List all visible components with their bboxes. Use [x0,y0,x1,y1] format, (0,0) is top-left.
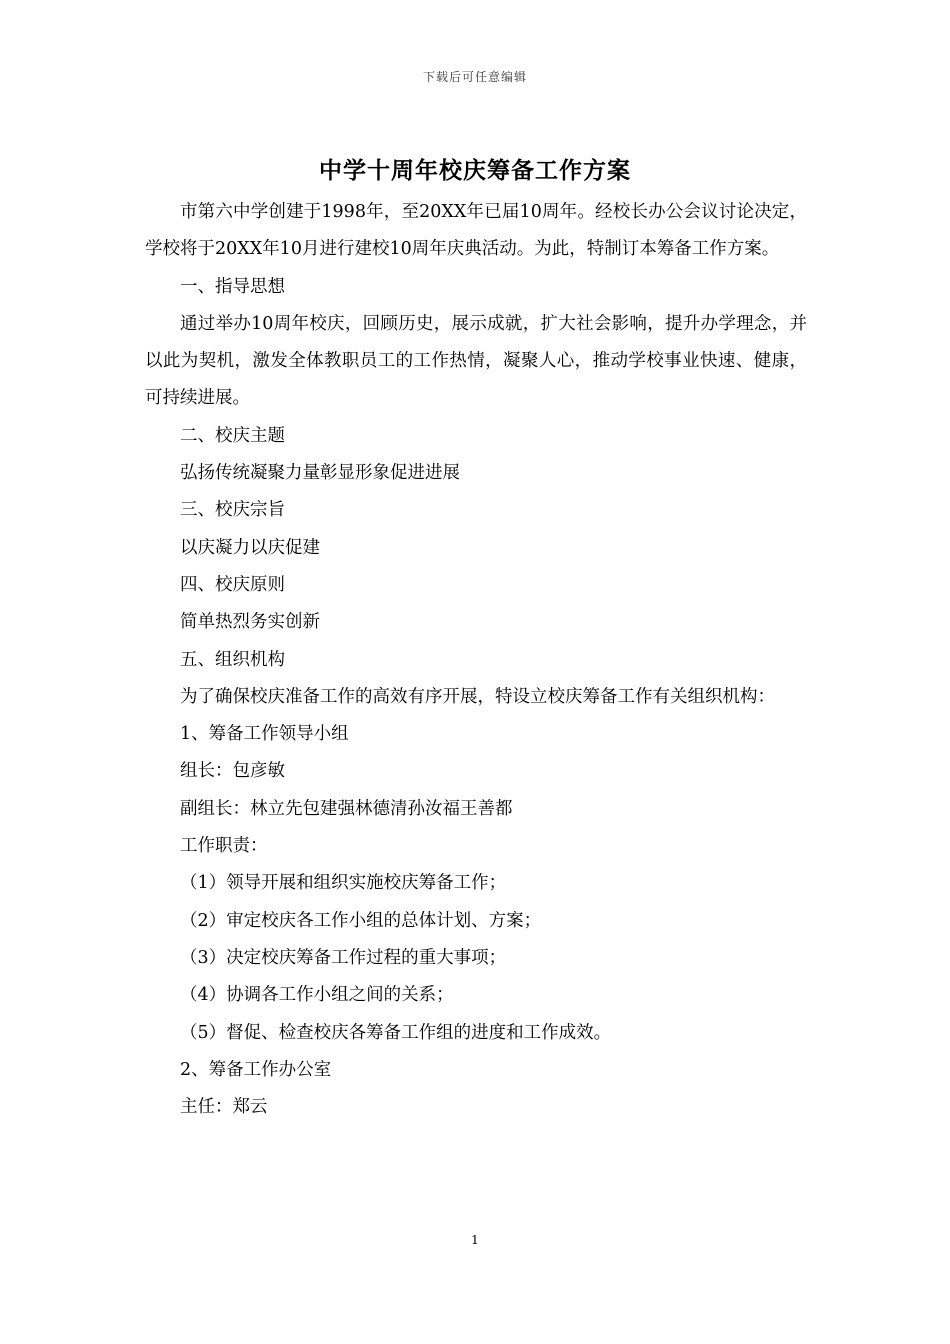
duties-heading: 工作职责： [180,836,268,857]
paragraph-guiding-thought: 通过举办10周年校庆，回顾历史，展示成就，扩大社会影响，提升办学理念，并以此为契机，激发全体教职员工的工作热情，凝聚人心，推动学校事业快速、健康，可持续进展。 [145,313,807,409]
section-heading-organization: 五、组织机构 [180,649,285,670]
header-note: 下载后可任意编辑 [422,70,527,84]
section-heading-principles: 四、校庆原则 [180,574,285,595]
duty-item: （3）决定校庆筹备工作过程的重大事项； [180,947,507,968]
section-heading-theme: 二、校庆主题 [180,425,285,446]
subsection-heading-office: 2、筹备工作办公室 [180,1059,332,1080]
leader-line: 组长：包彦敏 [180,761,285,782]
duty-item: （2）审定校庆各工作小组的总体计划、方案； [180,910,542,931]
section-heading-purpose: 三、校庆宗旨 [180,500,285,521]
paragraph-theme: 弘扬传统凝聚力量彰显形象促进进展 [180,463,460,484]
duty-item: （1）领导开展和组织实施校庆筹备工作； [180,873,507,894]
deputy-leaders-line: 副组长：林立先包建强林德清孙汝福王善都 [180,798,513,819]
document-body [145,194,807,1126]
page-number: 1 [471,1233,479,1247]
duty-item: （4）协调各工作小组之间的关系； [180,985,454,1006]
paragraph-organization: 为了确保校庆准备工作的高效有序开展，特设立校庆筹备工作有关组织机构： [180,686,775,707]
duty-item: （5）督促、检查校庆各筹备工作组的进度和工作成效。 [180,1022,612,1043]
subsection-heading-leadership-group: 1、筹备工作领导小组 [180,724,349,745]
paragraph-intro: 市第六中学创建于1998年，至20XX年已届10周年。经校长办公会议讨论决定，学校将于20XX年10月进行建校10周年庆典活动。为此，特制订本筹备工作方案。 [145,202,807,260]
section-heading-guiding-thought: 一、指导思想 [180,276,285,297]
paragraph-purpose: 以庆凝力以庆促建 [180,537,320,558]
director-line: 主任：郑云 [180,1097,268,1118]
paragraph-principles: 简单热烈务实创新 [180,612,320,633]
document-title: 中学十周年校庆筹备工作方案 [319,157,631,184]
